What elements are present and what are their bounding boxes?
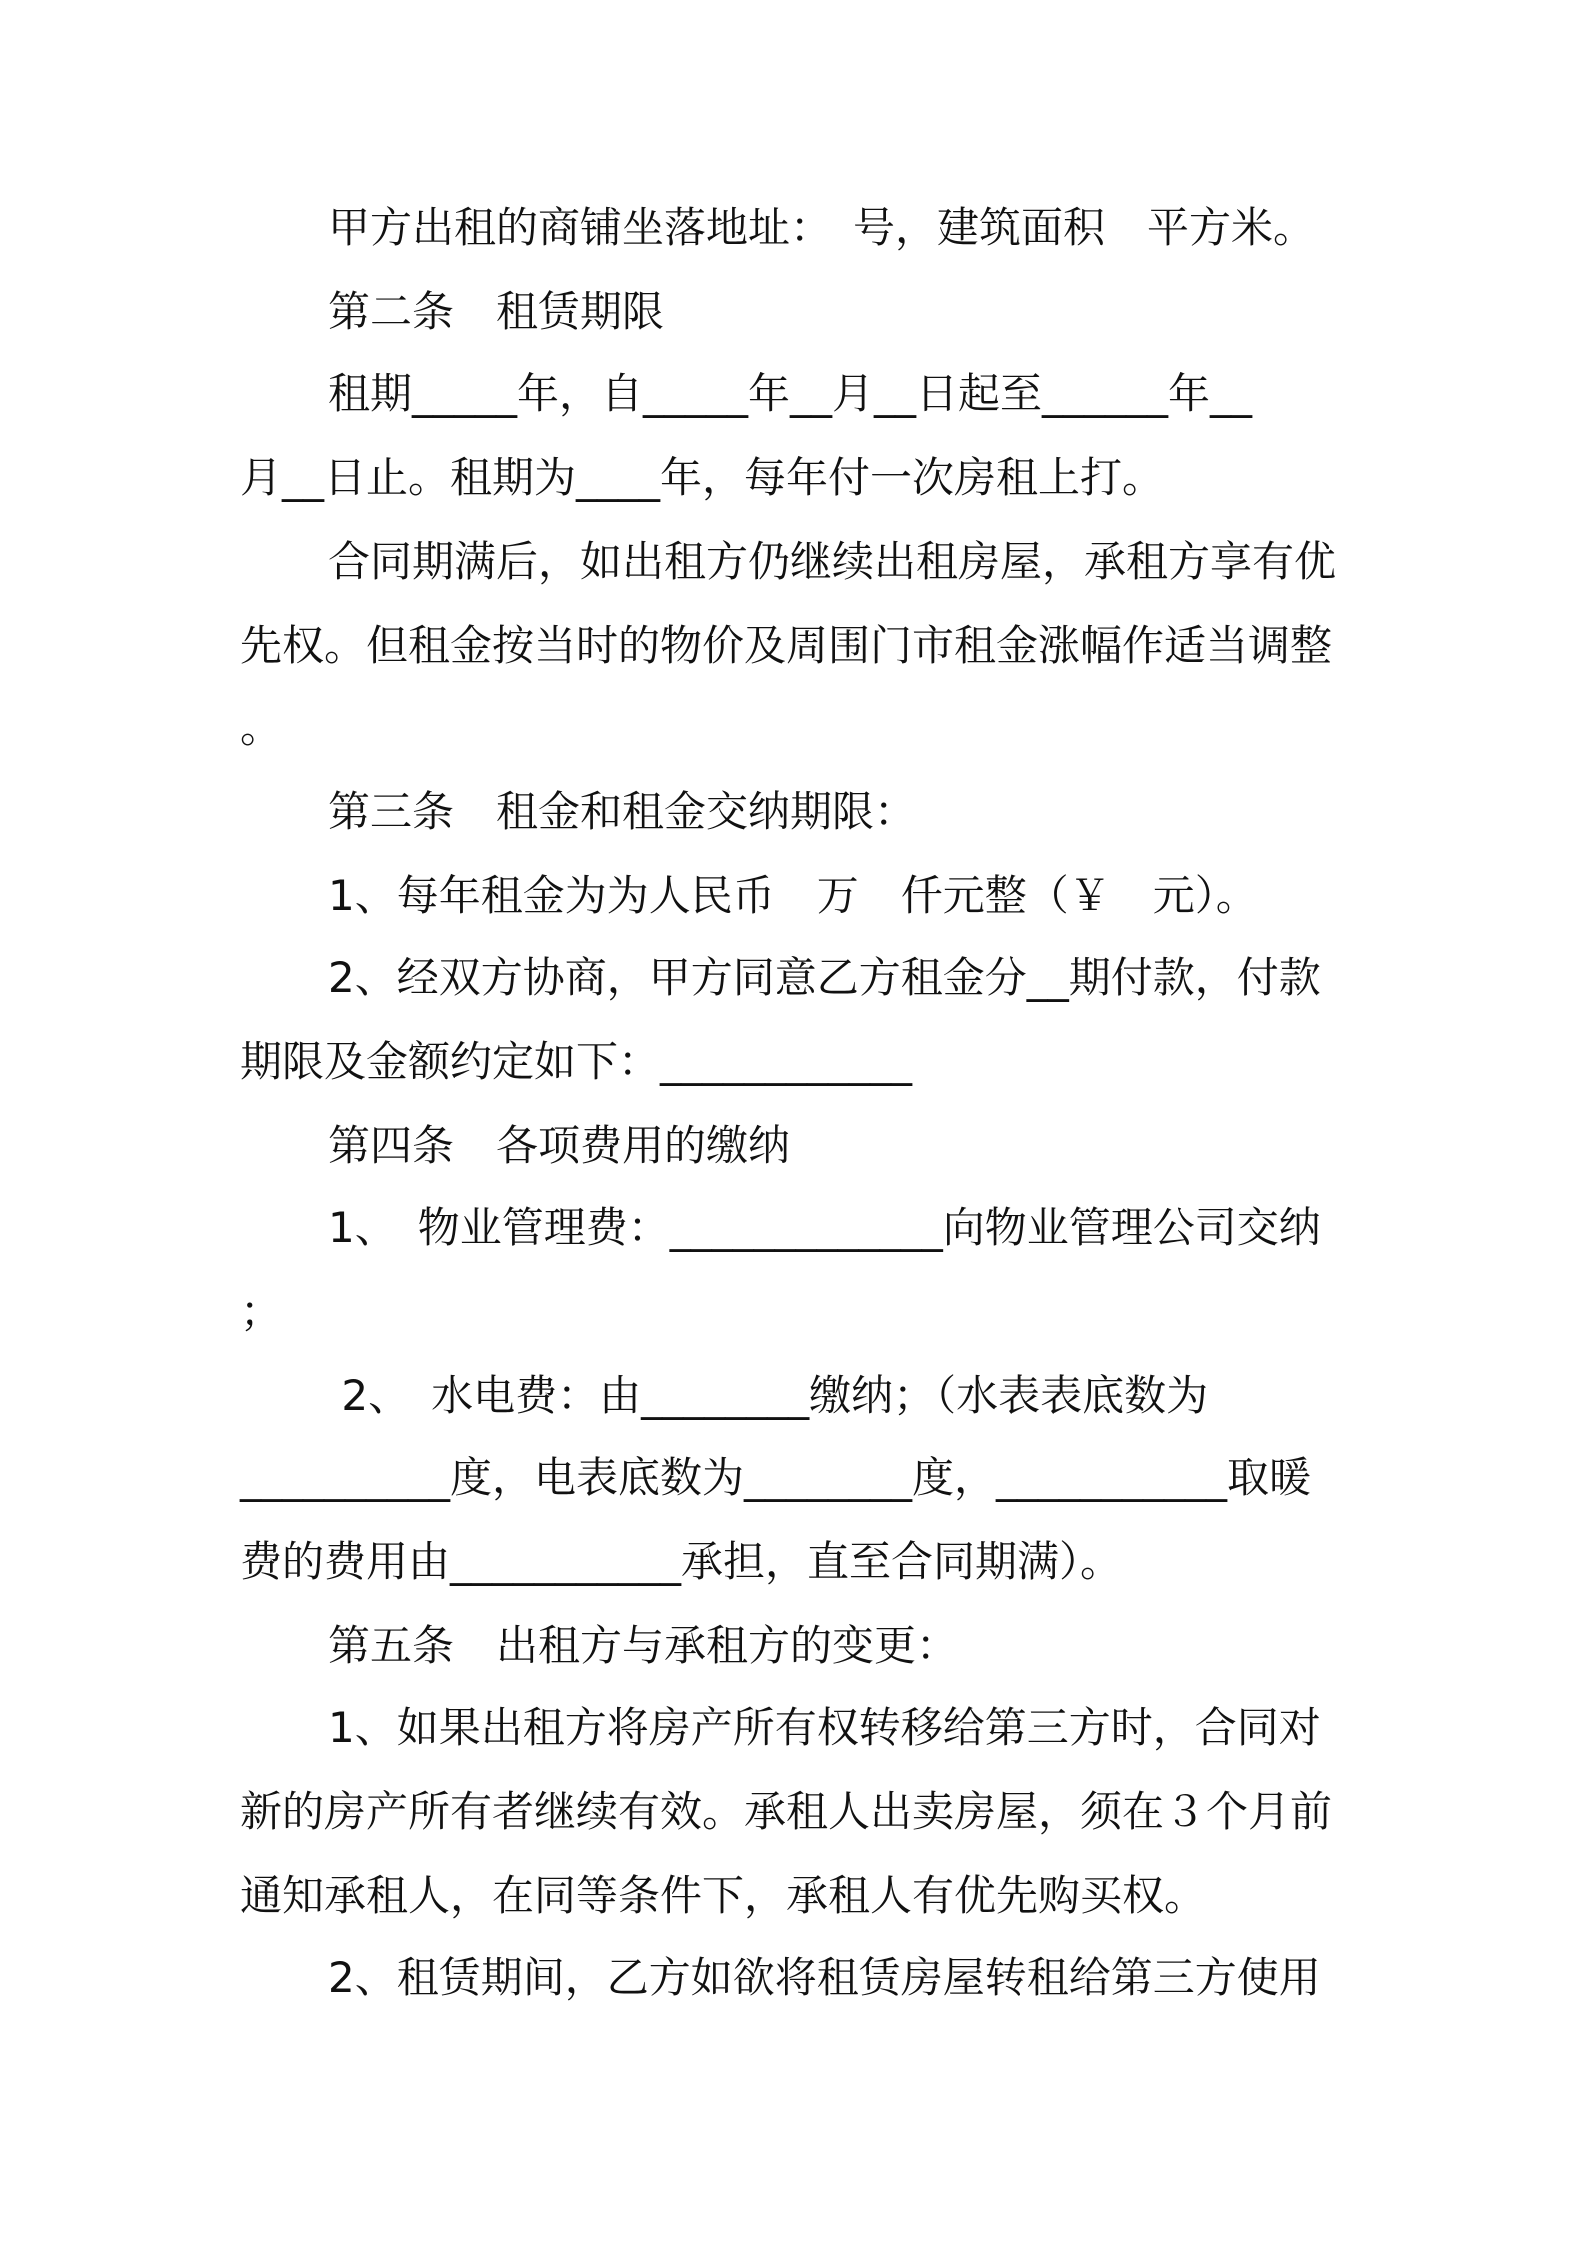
text-line-lease-term-1: 租期_____年，自_____年__月__日起至______年__ xyxy=(328,369,1253,418)
article-2-heading: 第二条 租赁期限 xyxy=(328,287,665,336)
text-line-sublease-1: 2、租赁期间，乙方如欲将租赁房屋转租给第三方使用 xyxy=(328,1953,1321,2002)
text-line-property-fee-1: 1、 物业管理费：_____________向物业管理公司交纳 xyxy=(328,1203,1321,1252)
text-line-renewal-2: 先权。但租金按当时的物价及周围门市租金涨幅作适当调整 xyxy=(240,621,1333,670)
text-line-utilities-1: 2、 水电费：由________缴纳；（水表表底数为 xyxy=(328,1371,1209,1420)
text-line-transfer-2: 新的房产所有者继续有效。承租人出卖房屋，须在３个月前 xyxy=(240,1787,1333,1836)
text-line-renewal-3: 。 xyxy=(240,703,283,752)
text-line-rent-amount: 1、每年租金为为人民币 万 仟元整（￥ 元）。 xyxy=(328,871,1258,920)
article-4-heading: 第四条 各项费用的缴纳 xyxy=(328,1121,791,1170)
text-line-utilities-3: 费的费用由___________承担，直至合同期满）。 xyxy=(240,1537,1123,1586)
article-5-heading: 第五条 出租方与承租方的变更： xyxy=(328,1621,959,1670)
text-line-transfer-3: 通知承租人，在同等条件下，承租人有优先购买权。 xyxy=(240,1871,1207,1920)
text-line-renewal-1: 合同期满后，如出租方仍继续出租房屋，承租方享有优 xyxy=(328,537,1337,586)
text-line-location: 甲方出租的商铺坐落地址： 号，建筑面积 平方米。 xyxy=(328,203,1316,252)
text-line-installments-1: 2、经双方协商，甲方同意乙方租金分__期付款，付款 xyxy=(328,953,1321,1002)
text-line-utilities-2: __________度，电表底数为________度，___________取暖 xyxy=(240,1453,1312,1502)
text-line-installments-2: 期限及金额约定如下：____________ xyxy=(240,1037,913,1086)
article-3-heading: 第三条 租金和租金交纳期限： xyxy=(328,787,917,836)
text-line-lease-term-2: 月__日止。租期为____年，每年付一次房租上打。 xyxy=(240,453,1165,502)
text-line-property-fee-2: ； xyxy=(240,1287,283,1336)
text-line-transfer-1: 1、如果出租方将房产所有权转移给第三方时，合同对 xyxy=(328,1703,1321,1752)
